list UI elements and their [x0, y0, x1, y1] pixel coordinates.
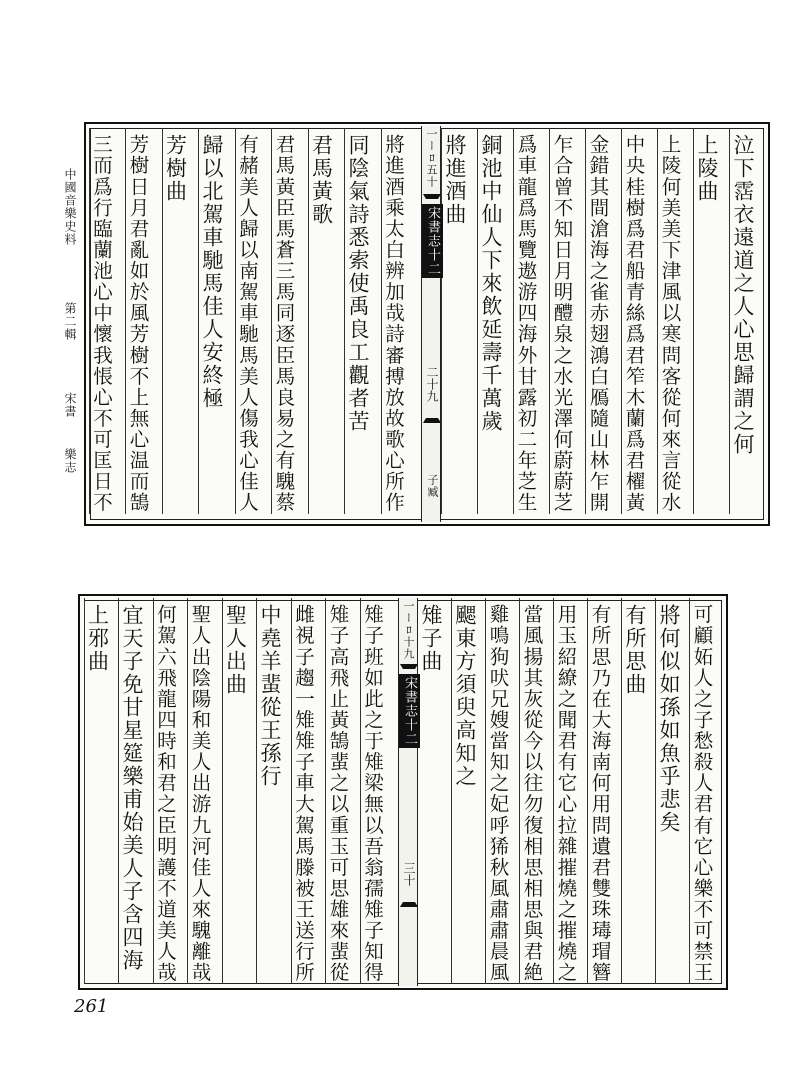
top-right-column-rule	[621, 128, 622, 514]
bottom-left-column-rule	[291, 598, 292, 984]
top-fold-marker: 一ーﾛ五十	[425, 128, 438, 188]
bottom-left-column-8: 宜天子免甘星筵樂甫始美人子含四海	[120, 604, 144, 972]
bottom-right-column-8: 颸東方須臾高知之	[453, 604, 477, 788]
bottom-right-column-rule	[451, 598, 452, 984]
bottom-right-column-3: 有所思曲	[623, 604, 647, 696]
top-left-column-9: 三而爲行臨蘭池心中懷我悵心不可匡日不	[90, 134, 113, 514]
margin-collection-title: 中國音樂史料	[63, 168, 77, 246]
bottom-right-column-rule	[587, 598, 588, 984]
top-left-column-rule	[162, 128, 163, 514]
top-left-column-1: 將進酒乘太白辨加哉詩審搏放故歌心所作	[382, 134, 405, 514]
top-fold-fish-head-icon	[423, 418, 441, 423]
top-right-column-3: 上陵何美美下津風以寒問客從何來言從水	[658, 134, 682, 514]
top-left-column-rule	[271, 128, 272, 514]
top-fold-folio: 二十九	[425, 366, 439, 402]
bottom-left-column-rule	[222, 598, 223, 984]
bottom-left-column-6: 聖人出陰陽和美人出游九河佳人來騩離哉	[188, 604, 212, 984]
top-left-column-6: 歸以北駕車馳馬佳人安終極	[200, 134, 224, 410]
margin-section: 樂志	[63, 448, 77, 474]
bottom-right-column-rule	[553, 598, 554, 984]
top-right-column-rule	[441, 128, 442, 514]
top-left-column-rule	[381, 128, 382, 514]
bottom-left-column-3: 雌視子趨一雉雉子車大駕馬滕被王送行所	[292, 604, 315, 984]
top-right-column-rule	[729, 128, 730, 514]
top-right-column-rule	[693, 128, 694, 514]
bottom-right-column-rule	[689, 598, 690, 984]
margin-volume: 第二輯	[63, 302, 77, 341]
bottom-left-column-rule	[84, 598, 85, 984]
top-left-column-rule	[89, 128, 90, 514]
bottom-left-column-rule	[256, 598, 257, 984]
top-left-column-rule	[344, 128, 345, 514]
bottom-fold-fish-tail-icon	[400, 664, 418, 669]
bottom-left-column-5: 聖人出曲	[223, 604, 248, 696]
top-left-column-rule	[198, 128, 199, 514]
top-left-column-4: 君馬黃臣馬蒼三馬同逐臣馬良易之有騩蔡	[272, 134, 296, 514]
top-right-column-2: 上陵曲	[695, 134, 719, 203]
page-number: 261	[74, 996, 109, 1017]
bottom-right-column-1: 可顧妬人之子愁殺人君有它心樂不可禁王	[690, 604, 714, 984]
top-right-column-9: 將進酒曲	[443, 134, 467, 226]
top-right-column-rule	[585, 128, 586, 514]
top-right-column-8: 銅池中仙人下來飲延壽千萬歲	[479, 134, 503, 433]
top-left-column-rule	[235, 128, 236, 514]
bottom-right-column-4: 有所思乃在大海南何用問遺君雙珠瑇瑁簪	[588, 604, 612, 984]
bottom-left-column-rule	[118, 598, 119, 984]
top-left-column-7: 芳樹曲	[163, 134, 188, 203]
top-right-column-5: 金錯其間滄海之雀赤翅鴻白鴈隨山林乍開	[586, 134, 610, 514]
top-left-column-rule	[125, 128, 126, 514]
top-right-column-rule	[477, 128, 478, 514]
bottom-fold-fish-head-icon	[400, 902, 418, 907]
bottom-left-column-rule	[187, 598, 188, 984]
top-fold-fish-tail-icon	[423, 194, 441, 199]
top-left-column-2: 同陰氣詩悉索使禹良工觀者苦	[346, 134, 370, 433]
bottom-left-column-4: 中堯羊蜚從王孫行	[258, 604, 282, 788]
top-right-column-rule	[657, 128, 658, 514]
bottom-right-column-7: 雞鳴狗吠兄嫂當知之妃呼狶秋風肅肅晨風	[486, 604, 510, 984]
bottom-left-column-rule	[360, 598, 361, 984]
top-fold-right-note: 子臧	[426, 474, 439, 498]
bottom-right-column-rule	[519, 598, 520, 984]
bottom-right-column-6: 當風揚其灰從今以往勿復相思相思與君絶	[520, 604, 544, 984]
top-right-column-rule	[513, 128, 514, 514]
margin-book: 宋書	[63, 392, 77, 418]
bottom-right-column-rule	[485, 598, 486, 984]
bottom-right-column-rule	[621, 598, 622, 984]
bottom-right-column-2: 將何似如孫如魚乎悲矣	[657, 604, 681, 834]
top-right-column-7: 爲車龍爲馬覽遨游四海外甘露初二年芝生	[514, 134, 538, 514]
top-left-column-rule	[308, 128, 309, 514]
bottom-right-column-9: 雉子曲	[419, 604, 443, 673]
top-left-column-3: 君馬黃歌	[309, 134, 334, 226]
top-left-column-8: 芳樹日月君亂如於風芳樹不上無心温而鵠	[126, 134, 150, 514]
bottom-left-column-9: 上邪曲	[85, 604, 110, 673]
bottom-fold-folio: 三十	[402, 862, 416, 886]
top-right-column-6: 乍合曾不知日月明醴泉之水光澤何蔚蔚芝	[550, 134, 574, 514]
bottom-left-column-7: 何駕六飛龍四時和君之臣明護不道美人哉	[154, 604, 177, 984]
bottom-fold-marker: 一ーﾛ十九	[402, 600, 415, 660]
bottom-right-column-rule	[655, 598, 656, 984]
top-right-column-1: 泣下霑衣遠道之人心思歸謂之何	[731, 134, 755, 456]
top-right-column-rule	[549, 128, 550, 514]
bottom-left-column-2: 雉子高飛止黃鵠蜚之以重玉可思雄來蜚從	[326, 604, 350, 984]
top-fold-title: 宋書志十二	[422, 204, 443, 278]
bottom-left-column-1: 雉子班如此之于雉梁無以吾翁孺雉子知得	[361, 604, 384, 984]
top-left-column-5: 有赭美人歸以南駕車馳馬美人傷我心佳人	[236, 134, 259, 514]
bottom-right-column-5: 用玉紹繚之聞君有它心拉雜摧燒之摧燒之	[554, 604, 578, 984]
bottom-fold-title: 宋書志十二	[399, 674, 420, 748]
bottom-left-column-rule	[153, 598, 154, 984]
bottom-left-column-rule	[325, 598, 326, 984]
top-right-column-4: 中央桂樹爲君船青絲爲君笮木蘭爲君櫂黃	[622, 134, 646, 514]
